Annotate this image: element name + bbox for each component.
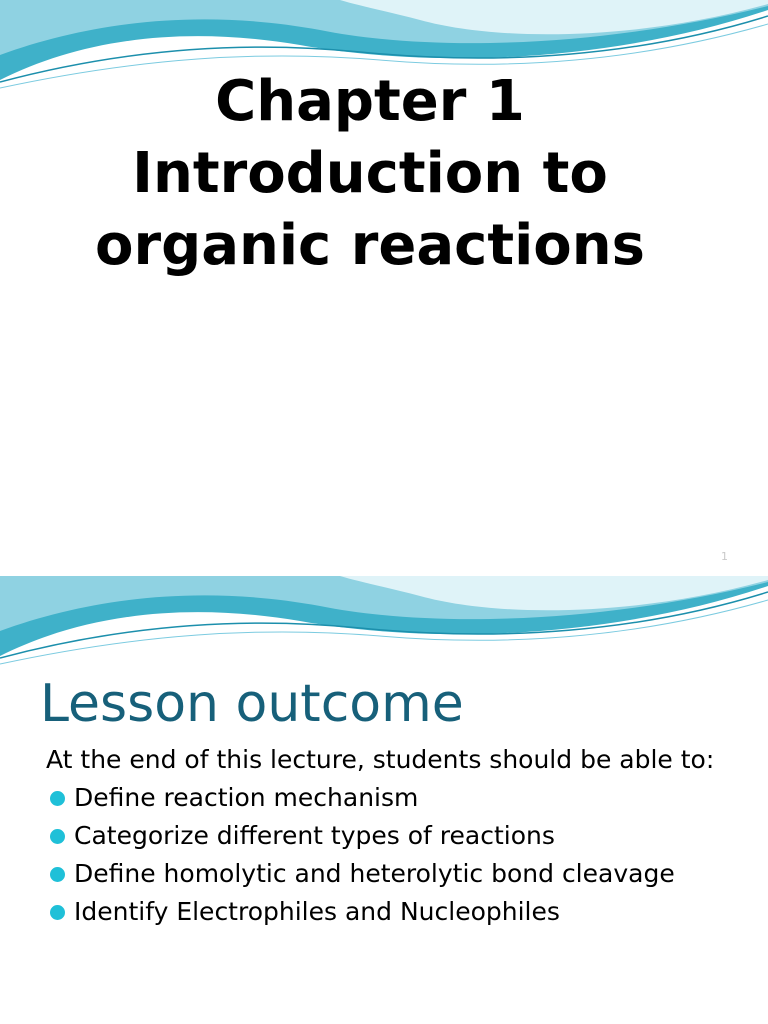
bullet-list [46, 782, 746, 928]
intro-text: At the end of this lecture, students should be able to: [46, 745, 715, 774]
slide-body [46, 744, 746, 934]
slide-title: Lesson outcome [40, 674, 464, 734]
bullet-dot-icon [50, 791, 65, 806]
bullet-text: Define homolytic and heterolytic bond cleavage [74, 859, 675, 888]
bullet-item [46, 858, 746, 890]
wave-header-graphic [0, 576, 768, 671]
lesson-outcome-slide [0, 576, 768, 1024]
bullet-dot-icon [50, 867, 65, 882]
bullet-item [46, 896, 746, 928]
bullet-text: Identify Electrophiles and Nucleophiles [74, 897, 560, 926]
bullet-dot-icon [50, 829, 65, 844]
title-line-1: Chapter 1 [215, 69, 525, 134]
bullet-item [46, 782, 746, 814]
bullet-text: Categorize different types of reactions [74, 821, 555, 850]
bullet-item [46, 820, 746, 852]
slide-number: 1 [721, 550, 728, 563]
title-line-2: Introduction to [132, 141, 608, 206]
slide-title [40, 66, 700, 282]
bullet-text: Define reaction mechanism [74, 783, 419, 812]
title-line-3: organic reactions [95, 213, 645, 278]
bullet-dot-icon [50, 905, 65, 920]
